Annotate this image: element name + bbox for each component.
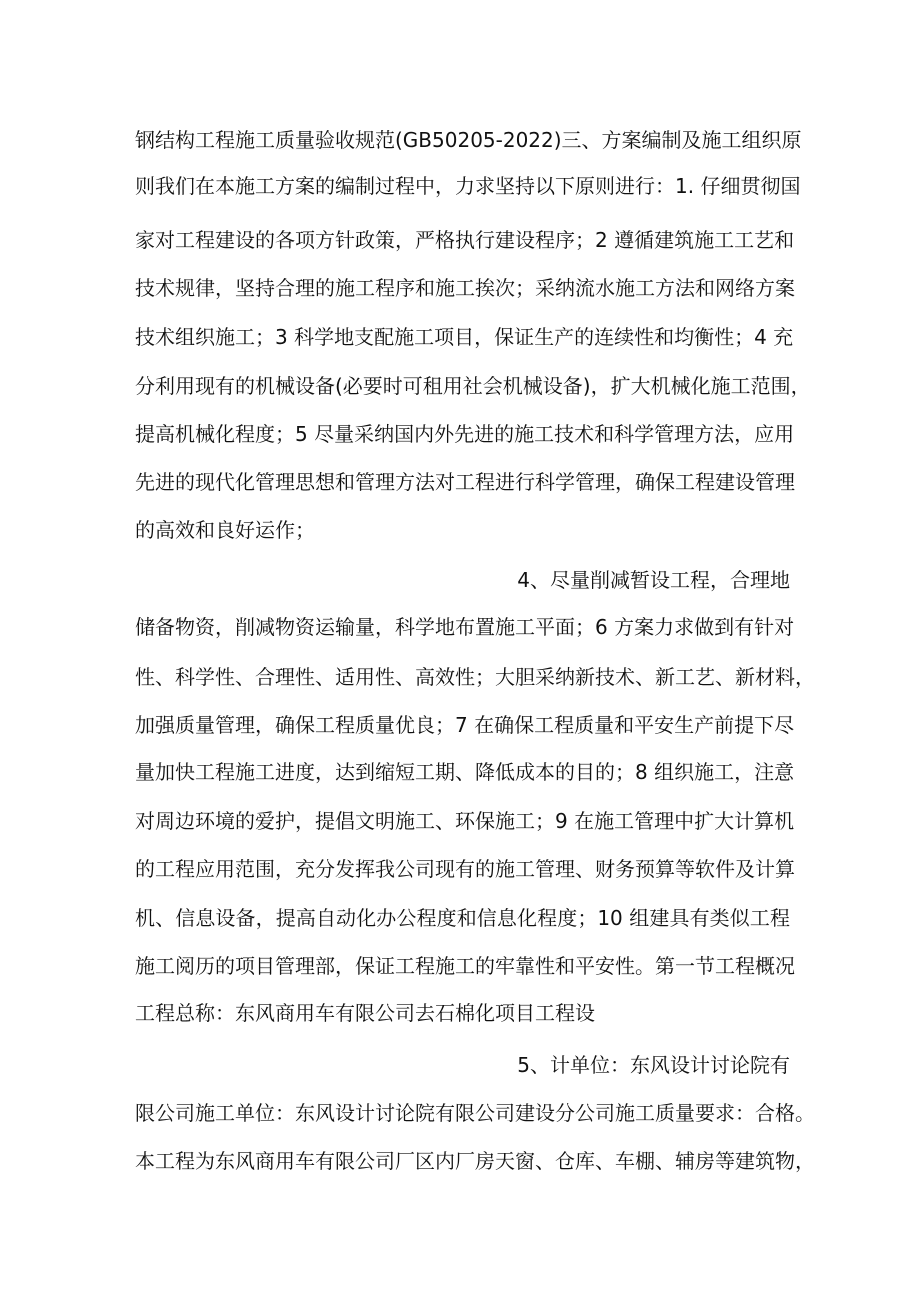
text-line: 提高机械化程度；5 尽量采纳国内外先进的施工技术和科学管理方法，应用 xyxy=(135,422,795,446)
paragraph-start-line: 4、尽量削减暂设工程，合理地 xyxy=(517,568,790,592)
text-line: 施工阅历的项目管理部，保证工程施工的牢靠性和平安性。第一节工程概况 xyxy=(135,954,795,978)
text-line: 技术组织施工；3 科学地支配施工项目，保证生产的连续性和均衡性；4 充 xyxy=(135,325,794,349)
text-line: 家对工程建设的各项方针政策，严格执行建设程序；2 遵循建筑施工工艺和 xyxy=(135,228,795,252)
text-line: 先进的现代化管理思想和管理方法对工程进行科学管理，确保工程建设管理 xyxy=(135,470,795,494)
text-line: 对周边环境的爱护，提倡文明施工、环保施工；9 在施工管理中扩大计算机 xyxy=(135,809,795,833)
text-line: 则我们在本施工方案的编制过程中，力求坚持以下原则进行：1. 仔细贯彻国 xyxy=(135,174,801,198)
text-line: 钢结构工程施工质量验收规范(GB50205-2022)三、方案编制及施工组织原 xyxy=(135,128,802,152)
text-line: 技术规律，坚持合理的施工程序和施工挨次；采纳流水施工方法和网络方案 xyxy=(135,276,795,300)
text-line: 加强质量管理，确保工程质量优良；7 在确保工程质量和平安生产前提下尽 xyxy=(135,713,795,737)
text-line: 的高效和良好运作； xyxy=(135,518,315,542)
text-line: 量加快工程施工进度，达到缩短工期、降低成本的目的；8 组织施工，注意 xyxy=(135,760,795,784)
text-line: 储备物资，削减物资运输量，科学地布置施工平面；6 方案力求做到有针对 xyxy=(135,615,795,639)
paragraph-start-line: 5、计单位：东风设计讨论院有 xyxy=(517,1053,790,1077)
text-line: 分利用现有的机械设备(必要时可租用社会机械设备)，扩大机械化施工范围， xyxy=(135,374,811,398)
text-line: 的工程应用范围，充分发挥我公司现有的施工管理、财务预算等软件及计算 xyxy=(135,857,795,881)
text-line: 限公司施工单位：东风设计讨论院有限公司建设分公司施工质量要求：合格。 xyxy=(135,1101,815,1125)
text-line: 性、科学性、合理性、适用性、高效性；大胆采纳新技术、新工艺、新材料， xyxy=(135,665,815,689)
text-line: 本工程为东风商用车有限公司厂区内厂房天窗、仓库、车棚、辅房等建筑物， xyxy=(135,1149,815,1173)
text-line: 工程总称：东风商用车有限公司去石棉化项目工程设 xyxy=(135,1001,595,1025)
text-line: 机、信息设备，提高自动化办公程度和信息化程度；10 组建具有类似工程 xyxy=(135,906,790,930)
